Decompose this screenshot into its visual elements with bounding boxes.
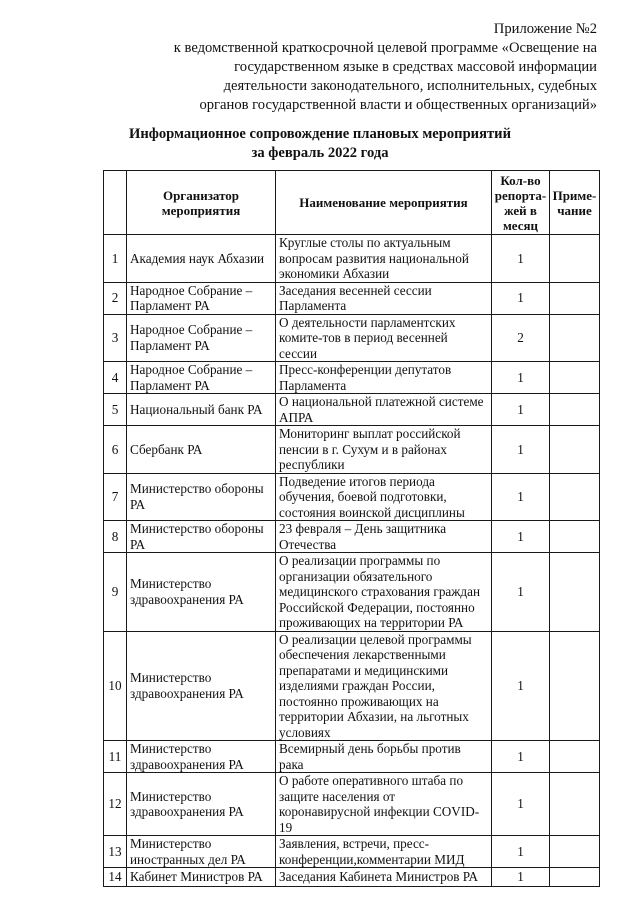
appendix-header [57, 20, 597, 115]
document-title [0, 125, 640, 163]
row-count: 1 [492, 836, 550, 868]
row-count: 1 [492, 631, 550, 741]
row-organizer: Национальный банк РА [127, 394, 276, 426]
row-event: О деятельности парламентских комите-тов в период весенней сессии [276, 314, 492, 362]
row-count: 1 [492, 426, 550, 474]
row-organizer: Кабинет Министров РА [127, 868, 276, 887]
row-event: Подведение итогов периода обучения, боевой подготовки, состояния воинской дисциплины [276, 473, 492, 521]
row-number: 10 [104, 631, 127, 741]
events-table [103, 170, 600, 887]
row-note [550, 868, 600, 887]
table-row [104, 741, 600, 773]
row-note [550, 773, 600, 836]
row-count: 1 [492, 394, 550, 426]
row-note [550, 394, 600, 426]
row-event: Заявления, встречи, пресс-конференции,комментарии МИД [276, 836, 492, 868]
row-organizer: Министерство обороны РА [127, 473, 276, 521]
row-number: 5 [104, 394, 127, 426]
row-count: 1 [492, 235, 550, 283]
appendix-line: государственном языке в средствах массовой информации [234, 59, 597, 75]
table-row [104, 473, 600, 521]
table-row [104, 426, 600, 474]
row-organizer: Министерство здравоохранения РА [127, 631, 276, 741]
row-count: 1 [492, 282, 550, 314]
row-note [550, 521, 600, 553]
table-row [104, 314, 600, 362]
title-line: Информационное сопровождение плановых мероприятий [129, 126, 511, 142]
appendix-line: к ведомственной краткосрочной целевой программе «Освещение на [173, 40, 597, 56]
table-row [104, 553, 600, 632]
row-event: 23 февраля – День защитника Отечества [276, 521, 492, 553]
row-organizer: Народное Собрание – Парламент РА [127, 362, 276, 394]
row-event: Заседания Кабинета Министров РА [276, 868, 492, 887]
row-event: О национальной платежной системе АПРА [276, 394, 492, 426]
table-header-row [104, 171, 600, 235]
row-organizer: Академия наук Абхазии [127, 235, 276, 283]
appendix-number: Приложение №2 [493, 21, 597, 37]
row-note [550, 631, 600, 741]
row-note [550, 362, 600, 394]
header-organizer: Организатор мероприятия [127, 171, 276, 235]
row-number: 7 [104, 473, 127, 521]
row-note [550, 426, 600, 474]
row-number: 14 [104, 868, 127, 887]
row-number: 6 [104, 426, 127, 474]
table-row [104, 394, 600, 426]
header-number [104, 171, 127, 235]
row-note [550, 235, 600, 283]
table-row [104, 631, 600, 741]
row-number: 9 [104, 553, 127, 632]
row-number: 11 [104, 741, 127, 773]
row-event: О реализации программы по организации обязательного медицинского страхования граждан Российской Федерации, постоянно проживающих на территории РА [276, 553, 492, 632]
row-number: 4 [104, 362, 127, 394]
row-event: Всемирный день борьбы против рака [276, 741, 492, 773]
row-event: О реализации целевой программы обеспечения лекарственными препаратами и медицинскими изделиями граждан России, постоянно проживающих на территории Абхазии, на льготных условиях [276, 631, 492, 741]
header-event: Наименование мероприятия [276, 171, 492, 235]
row-number: 2 [104, 282, 127, 314]
row-organizer: Народное Собрание – Парламент РА [127, 314, 276, 362]
row-count: 1 [492, 868, 550, 887]
row-note [550, 741, 600, 773]
row-count: 1 [492, 521, 550, 553]
row-number: 8 [104, 521, 127, 553]
table-row [104, 362, 600, 394]
table-row [104, 868, 600, 887]
row-number: 1 [104, 235, 127, 283]
row-event: О работе оперативного штаба по защите населения от коронавирусной инфекции COVID-19 [276, 773, 492, 836]
row-count: 2 [492, 314, 550, 362]
appendix-line: органов государственной власти и общественных организаций» [199, 97, 597, 113]
row-note [550, 836, 600, 868]
table-row [104, 235, 600, 283]
table-row [104, 836, 600, 868]
table-row [104, 282, 600, 314]
title-line: за февраль 2022 года [251, 145, 389, 161]
row-organizer: Сбербанк РА [127, 426, 276, 474]
row-count: 1 [492, 473, 550, 521]
appendix-line: деятельности законодательного, исполнительных, судебных [223, 78, 597, 94]
row-number: 3 [104, 314, 127, 362]
row-event: Круглые столы по актуальным вопросам развития национальной экономики Абхазии [276, 235, 492, 283]
row-organizer: Министерство обороны РА [127, 521, 276, 553]
row-count: 1 [492, 362, 550, 394]
header-count: Кол-во репорта-жей в месяц [492, 171, 550, 235]
row-organizer: Министерство здравоохранения РА [127, 741, 276, 773]
row-organizer: Министерство иностранных дел РА [127, 836, 276, 868]
header-note: Приме-чание [550, 171, 600, 235]
row-count: 1 [492, 553, 550, 632]
row-number: 12 [104, 773, 127, 836]
row-event: Пресс-конференции депутатов Парламента [276, 362, 492, 394]
row-note [550, 473, 600, 521]
row-note [550, 282, 600, 314]
row-event: Заседания весенней сессии Парламента [276, 282, 492, 314]
row-number: 13 [104, 836, 127, 868]
row-organizer: Министерство здравоохранения РА [127, 773, 276, 836]
row-organizer: Министерство здравоохранения РА [127, 553, 276, 632]
row-note [550, 314, 600, 362]
row-note [550, 553, 600, 632]
table-row [104, 521, 600, 553]
row-count: 1 [492, 773, 550, 836]
row-organizer: Народное Собрание – Парламент РА [127, 282, 276, 314]
row-event: Мониторинг выплат российской пенсии в г. Сухум и в районах республики [276, 426, 492, 474]
row-count: 1 [492, 741, 550, 773]
table-row [104, 773, 600, 836]
